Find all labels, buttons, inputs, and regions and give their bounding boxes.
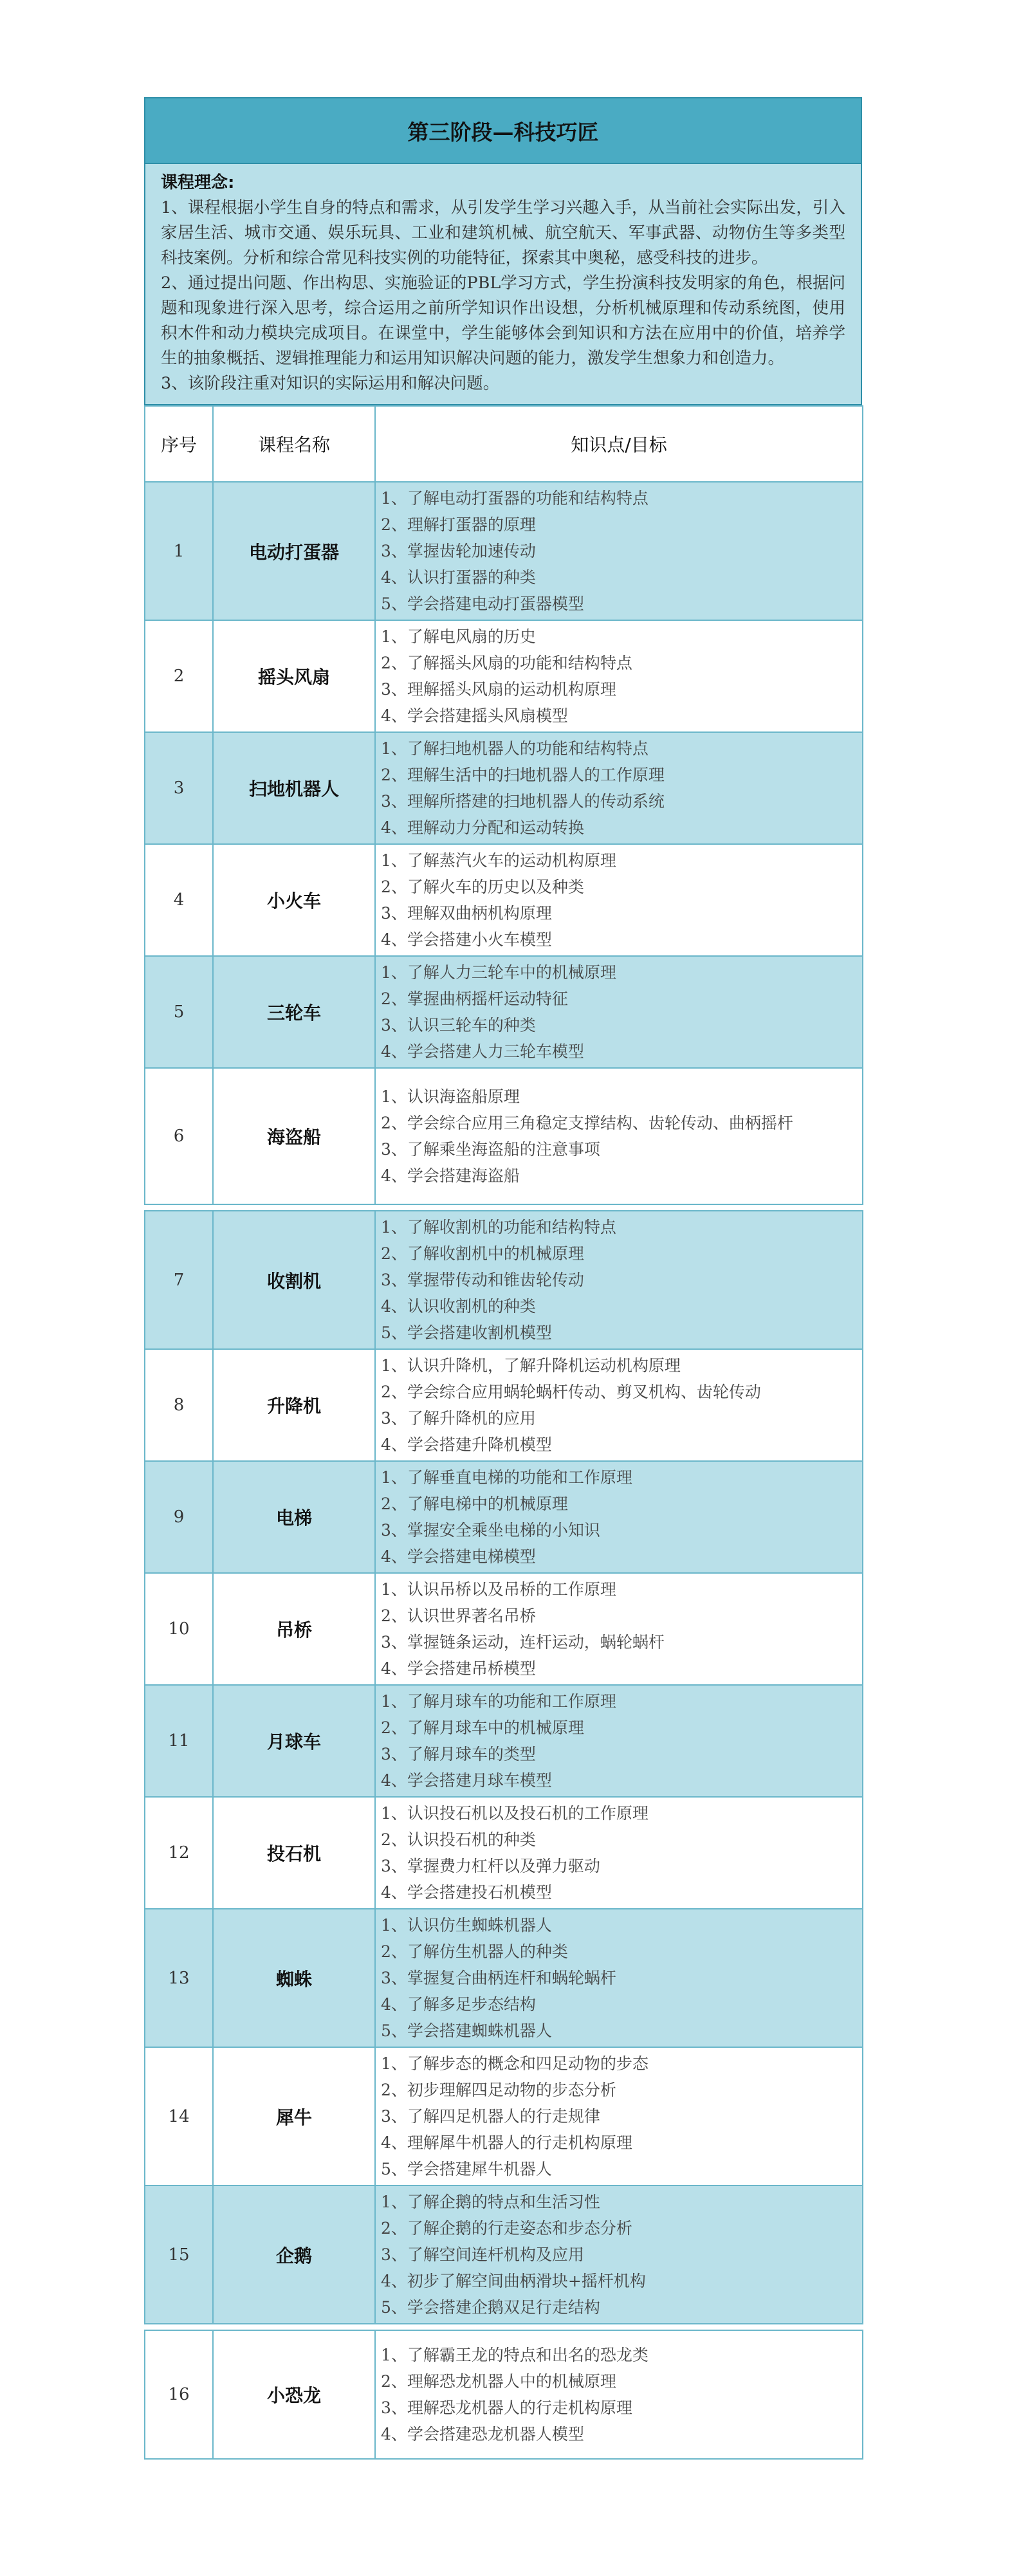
table-row: [145, 2047, 863, 2185]
goal-item: 3、掌握带传动和锥齿轮传动: [381, 1271, 584, 1289]
course-number: 14: [145, 2047, 213, 2185]
course-goals: [375, 1685, 863, 1797]
goal-item: 2、了解摇头风扇的功能和结构特点: [381, 654, 632, 672]
course-goals: [375, 956, 863, 1068]
goal-item: 2、理解打蛋器的原理: [381, 515, 536, 534]
course-goals: [375, 732, 863, 844]
goal-item: 1、了解垂直电梯的功能和工作原理: [381, 1468, 632, 1487]
course-goals: [375, 2185, 863, 2324]
table-spacer: [145, 2324, 863, 2330]
table-row: [145, 1797, 863, 1909]
goal-item: 1、认识仿生蜘蛛机器人: [381, 1916, 552, 1935]
table-row: [145, 1909, 863, 2047]
table-row: [145, 732, 863, 844]
goal-item: 4、学会搭建投石机模型: [381, 1883, 552, 1902]
course-name: 收割机: [213, 1211, 375, 1349]
course-name: 吊桥: [213, 1573, 375, 1685]
course-goals: [375, 620, 863, 732]
table-spacer-cell: [145, 2324, 863, 2330]
course-number: 3: [145, 732, 213, 844]
course-table-body: [145, 482, 863, 2459]
goal-item: 4、学会搭建摇头风扇模型: [381, 706, 568, 725]
table-row: [145, 1461, 863, 1573]
goal-item: 4、认识打蛋器的种类: [381, 568, 536, 587]
table-row: [145, 1068, 863, 1204]
goal-item: 1、了解月球车的功能和工作原理: [381, 1692, 616, 1711]
goal-item: 4、理解犀牛机器人的行走机构原理: [381, 2133, 632, 2152]
goal-item: 3、了解升降机的应用: [381, 1409, 536, 1428]
goal-item: 5、学会搭建蜘蛛机器人: [381, 2021, 552, 2040]
course-number: 4: [145, 844, 213, 956]
course-philosophy-heading: 课程理念:: [161, 173, 235, 192]
goal-item: 2、了解企鹅的行走姿态和步态分析: [381, 2219, 632, 2238]
course-name: 升降机: [213, 1349, 375, 1461]
course-number: 7: [145, 1211, 213, 1349]
course-number: 10: [145, 1573, 213, 1685]
goal-item: 1、了解收割机的功能和结构特点: [381, 1218, 616, 1237]
course-name: 摇头风扇: [213, 620, 375, 732]
goal-item: 4、学会搭建恐龙机器人模型: [381, 2425, 584, 2443]
course-goals: [375, 1573, 863, 1685]
goal-item: 4、学会搭建电梯模型: [381, 1547, 536, 1566]
course-name: 投石机: [213, 1797, 375, 1909]
course-goals: [375, 1068, 863, 1204]
goal-item: 2、理解恐龙机器人中的机械原理: [381, 2372, 616, 2391]
course-goals: [375, 1797, 863, 1909]
course-name: 企鹅: [213, 2185, 375, 2324]
course-goals: [375, 1211, 863, 1349]
goal-item: 4、了解多足步态结构: [381, 1995, 536, 2014]
goal-item: 4、初步了解空间曲柄滑块+摇杆机构: [381, 2272, 646, 2290]
course-goals: [375, 1461, 863, 1573]
course-number: 5: [145, 956, 213, 1068]
course-number: 15: [145, 2185, 213, 2324]
goal-item: 2、认识世界著名吊桥: [381, 1606, 536, 1625]
course-number: 16: [145, 2330, 213, 2459]
goal-item: 1、认识投石机以及投石机的工作原理: [381, 1804, 648, 1823]
course-goals: [375, 482, 863, 620]
course-number: 2: [145, 620, 213, 732]
header-number: 序号: [145, 406, 213, 482]
goal-item: 1、认识吊桥以及吊桥的工作原理: [381, 1580, 616, 1599]
course-philosophy-paragraph: 1、课程根据小学生自身的特点和需求，从引发学生学习兴趣入手，从当前社会实际出发，引入家居生活、城市交通、娱乐玩具、工业和建筑机械、航空航天、军事武器、动物仿生等多类型科技案例。分析和综合常见科技实例的功能特征，探索其中奥秘，感受科技的进步。: [161, 198, 845, 268]
course-philosophy-paragraph: 2、通过提出问题、作出构思、实施验证的PBL学习方式，学生扮演科技发明家的角色，根据问题和现象进行深入思考，综合运用之前所学知识作出设想，分析机械原理和传动系统图，使用积木件和动力模块完成项目。在课堂中，学生能够体会到知识和方法在应用中的价值，培养学生的抽象概括、逻辑推理能力和运用知识解决问题的能力，激发学生想象力和创造力。: [161, 273, 845, 368]
goal-item: 2、初步理解四足动物的步态分析: [381, 2081, 616, 2099]
goal-item: 2、了解火车的历史以及种类: [381, 878, 584, 896]
header-course-name: 课程名称: [213, 406, 375, 482]
goal-item: 1、了解企鹅的特点和生活习性: [381, 2193, 600, 2211]
course-goals: [375, 844, 863, 956]
table-row: [145, 1349, 863, 1461]
goal-item: 1、了解步态的概念和四足动物的步态: [381, 2054, 648, 2073]
course-number: 6: [145, 1068, 213, 1204]
goal-item: 1、认识升降机，了解升降机运动机构原理: [381, 1356, 681, 1375]
goal-item: 4、认识收割机的种类: [381, 1297, 536, 1316]
course-name: 月球车: [213, 1685, 375, 1797]
table-row: [145, 620, 863, 732]
goal-item: 3、掌握复合曲柄连杆和蜗轮蜗杆: [381, 1969, 616, 1987]
goal-item: 5、学会搭建犀牛机器人: [381, 2160, 552, 2178]
goal-item: 5、学会搭建电动打蛋器模型: [381, 594, 584, 613]
goal-item: 3、掌握安全乘坐电梯的小知识: [381, 1521, 600, 1540]
goal-item: 1、了解蒸汽火车的运动机构原理: [381, 851, 616, 870]
goal-item: 3、了解月球车的类型: [381, 1745, 536, 1763]
course-name: 电梯: [213, 1461, 375, 1573]
curriculum-document: [144, 97, 862, 2460]
goal-item: 4、学会搭建海盗船: [381, 1166, 520, 1185]
course-name: 电动打蛋器: [213, 482, 375, 620]
course-name: 三轮车: [213, 956, 375, 1068]
course-table: [144, 405, 863, 2460]
goal-item: 3、理解双曲柄机构原理: [381, 904, 552, 923]
goal-item: 2、认识投石机的种类: [381, 1830, 536, 1849]
goal-item: 3、了解乘坐海盗船的注意事项: [381, 1140, 600, 1159]
course-goals: [375, 1909, 863, 2047]
stage-title: 第三阶段—科技巧匠: [144, 97, 862, 164]
goal-item: 2、掌握曲柄摇杆运动特征: [381, 989, 568, 1008]
course-goals: [375, 2330, 863, 2459]
table-row: [145, 1685, 863, 1797]
course-number: 11: [145, 1685, 213, 1797]
course-goals: [375, 2047, 863, 2185]
goal-item: 5、学会搭建收割机模型: [381, 1323, 552, 1342]
course-philosophy-paragraph: 3、该阶段注重对知识的实际运用和解决问题。: [161, 374, 500, 393]
goal-item: 4、学会搭建升降机模型: [381, 1435, 552, 1454]
goal-item: 4、理解动力分配和运动转换: [381, 818, 584, 837]
goal-item: 4、学会搭建吊桥模型: [381, 1659, 536, 1678]
goal-item: 3、理解所搭建的扫地机器人的传动系统: [381, 792, 665, 811]
table-spacer-cell: [145, 1204, 863, 1211]
goal-item: 3、了解空间连杆机构及应用: [381, 2245, 584, 2264]
goal-item: 3、理解摇头风扇的运动机构原理: [381, 680, 616, 699]
goal-item: 2、了解收割机中的机械原理: [381, 1244, 584, 1263]
course-name: 小恐龙: [213, 2330, 375, 2459]
table-row: [145, 956, 863, 1068]
goal-item: 2、学会综合应用三角稳定支撑结构、齿轮传动、曲柄摇杆: [381, 1114, 793, 1132]
course-name: 海盗船: [213, 1068, 375, 1204]
goal-item: 3、掌握费力杠杆以及弹力驱动: [381, 1857, 600, 1875]
course-name: 小火车: [213, 844, 375, 956]
goal-item: 1、认识海盗船原理: [381, 1087, 520, 1106]
course-philosophy: [144, 164, 862, 405]
goal-item: 4、学会搭建人力三轮车模型: [381, 1042, 584, 1061]
table-header-row: [145, 406, 863, 482]
table-row: [145, 2330, 863, 2459]
goal-item: 1、了解人力三轮车中的机械原理: [381, 963, 616, 982]
goal-item: 3、掌握链条运动，连杆运动，蜗轮蜗杆: [381, 1633, 665, 1651]
course-name: 蜘蛛: [213, 1909, 375, 2047]
table-row: [145, 482, 863, 620]
goal-item: 2、了解电梯中的机械原理: [381, 1495, 568, 1513]
table-spacer: [145, 1204, 863, 1211]
goal-item: 5、学会搭建企鹅双足行走结构: [381, 2298, 600, 2317]
goal-item: 3、理解恐龙机器人的行走机构原理: [381, 2398, 632, 2417]
course-number: 1: [145, 482, 213, 620]
table-row: [145, 2185, 863, 2324]
table-row: [145, 1211, 863, 1349]
goal-item: 1、了解电风扇的历史: [381, 627, 536, 646]
table-row: [145, 844, 863, 956]
goal-item: 3、了解四足机器人的行走规律: [381, 2107, 600, 2126]
goal-item: 3、认识三轮车的种类: [381, 1016, 536, 1035]
goal-item: 2、学会综合应用蜗轮蜗杆传动、剪叉机构、齿轮传动: [381, 1383, 761, 1401]
goal-item: 2、了解月球车中的机械原理: [381, 1718, 584, 1737]
goal-item: 2、了解仿生机器人的种类: [381, 1942, 568, 1961]
course-number: 8: [145, 1349, 213, 1461]
course-goals: [375, 1349, 863, 1461]
course-number: 12: [145, 1797, 213, 1909]
course-name: 扫地机器人: [213, 732, 375, 844]
goal-item: 4、学会搭建月球车模型: [381, 1771, 552, 1790]
header-knowledge-goals: 知识点/目标: [375, 406, 863, 482]
goal-item: 1、了解霸王龙的特点和出名的恐龙类: [381, 2346, 648, 2364]
goal-item: 2、理解生活中的扫地机器人的工作原理: [381, 766, 665, 784]
course-name: 犀牛: [213, 2047, 375, 2185]
table-row: [145, 1573, 863, 1685]
goal-item: 1、了解扫地机器人的功能和结构特点: [381, 739, 648, 758]
goal-item: 1、了解电动打蛋器的功能和结构特点: [381, 489, 648, 508]
course-number: 9: [145, 1461, 213, 1573]
course-number: 13: [145, 1909, 213, 2047]
goal-item: 4、学会搭建小火车模型: [381, 930, 552, 949]
goal-item: 3、掌握齿轮加速传动: [381, 542, 536, 560]
